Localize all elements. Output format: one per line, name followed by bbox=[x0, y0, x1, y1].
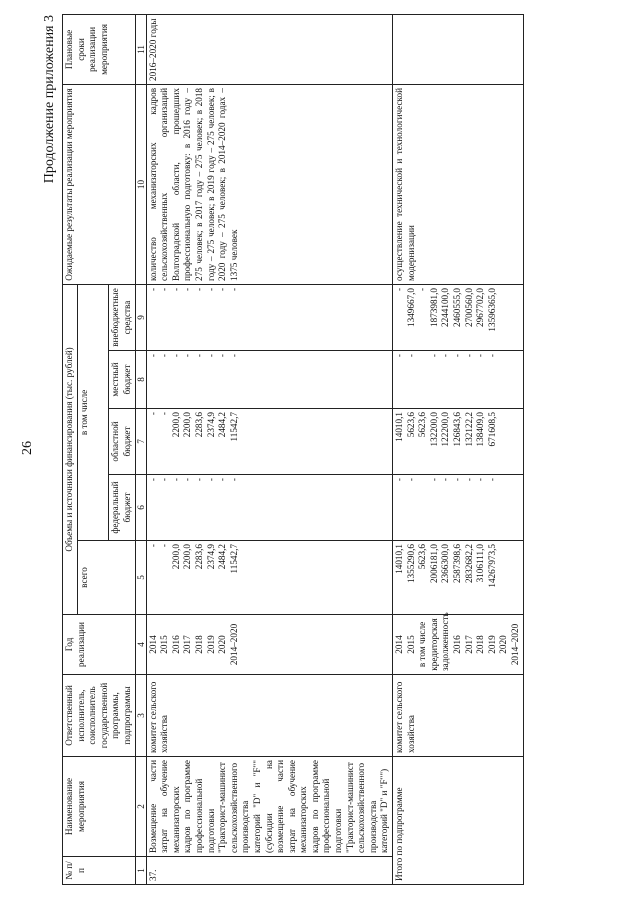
column-number: 4 bbox=[135, 615, 146, 675]
cell-line: - bbox=[217, 287, 228, 292]
cell-line: 2016 bbox=[452, 635, 462, 654]
cell-line: - bbox=[159, 478, 170, 482]
cell-line: 138409,0 bbox=[475, 412, 486, 447]
cell-line: 2244100,0 bbox=[440, 287, 451, 328]
total-term bbox=[393, 14, 524, 84]
cell-line: - bbox=[394, 478, 405, 482]
cell-line: 2020 bbox=[217, 635, 228, 654]
cell-line: 2700560,0 bbox=[463, 287, 474, 328]
cell-line: - bbox=[159, 412, 170, 416]
cell-line: - bbox=[475, 354, 486, 358]
cell-line: - bbox=[440, 354, 451, 358]
total-local bbox=[393, 351, 524, 409]
cell-line: 5623,6 bbox=[405, 412, 416, 438]
cell-line: - bbox=[182, 354, 193, 358]
cell-line: 122200,0 bbox=[440, 412, 451, 447]
cell-line: - bbox=[205, 354, 216, 358]
cell-line: - bbox=[147, 544, 158, 548]
cell-line: 2017 bbox=[463, 635, 474, 654]
cell-line: 2832682,2 bbox=[463, 544, 474, 584]
cell-line: - bbox=[147, 354, 158, 358]
column-number: 6 bbox=[135, 475, 146, 541]
cell-line: - bbox=[182, 287, 193, 292]
row37-name: Возмещение части затрат на обучение механизаторских кадров по программе профессиональной подготовки "Тракторист-машинист сельскохозяйственного производства категорий "D" и "F"" (субсидии на возмещение части затрат на обучение механизаторских кадров по программе профессиональной подготовки "Тракторист-машинист сельскохозяйственного производства категорий "D" и "F"") bbox=[146, 757, 392, 857]
cell-line: - bbox=[428, 354, 439, 358]
cell-line: - bbox=[205, 478, 216, 482]
row37-extra bbox=[146, 284, 392, 350]
cell-line bbox=[417, 354, 429, 405]
column-number: 9 bbox=[135, 284, 146, 350]
cell-line: 2016 bbox=[170, 635, 181, 654]
cell-line: - bbox=[417, 287, 428, 292]
cell-line: 2014–2020 bbox=[509, 623, 520, 666]
header-total: всего bbox=[77, 541, 135, 615]
row-total bbox=[393, 14, 524, 884]
cell-line: 2015 bbox=[405, 635, 416, 654]
cell-line: 2587398,6 bbox=[452, 544, 462, 584]
cell-line: - bbox=[405, 478, 416, 482]
cell-line: - bbox=[228, 478, 239, 482]
cell-line: 2018 bbox=[475, 635, 486, 654]
cell-line: 2014–2020 bbox=[228, 623, 239, 666]
column-number: 11 bbox=[135, 14, 146, 84]
header-federal: федеральный бюджет bbox=[109, 475, 135, 541]
cell-line: 2366300,0 bbox=[440, 544, 451, 584]
cell-line: - bbox=[170, 287, 181, 292]
cell-line: - bbox=[452, 354, 462, 358]
program-table bbox=[62, 14, 524, 885]
header-terms: Плановые сроки реализации мероприятия bbox=[63, 14, 136, 84]
header-executor: Ответственный исполнитель, соисполнитель государственной программы, подпрограммы bbox=[63, 675, 136, 757]
cell-line: 11542,7 bbox=[228, 412, 239, 442]
total-extra bbox=[393, 284, 524, 350]
column-number: 7 bbox=[135, 409, 146, 475]
header-results: Ожидаемые результаты реализации мероприятия bbox=[63, 84, 136, 284]
row37-regional bbox=[146, 409, 392, 475]
total-total bbox=[393, 541, 524, 615]
total-federal bbox=[393, 475, 524, 541]
cell-line: - bbox=[440, 478, 451, 482]
cell-line: 1355290,6 bbox=[405, 544, 416, 584]
row37-term: 2016–2020 годы bbox=[146, 14, 392, 84]
cell-line: - bbox=[147, 412, 158, 416]
cell-line: 2967702,0 bbox=[475, 287, 486, 328]
header-local: местный бюджет bbox=[109, 351, 135, 409]
cell-line: - bbox=[486, 354, 497, 358]
cell-line: 11542,7 bbox=[228, 544, 239, 574]
cell-line: 2015 bbox=[159, 635, 170, 654]
row37-total bbox=[146, 541, 392, 615]
rotated-sheet bbox=[40, 5, 630, 885]
cell-line: - bbox=[228, 354, 239, 358]
cell-line: - bbox=[217, 478, 228, 482]
cell-line: 132122,2 bbox=[463, 412, 474, 447]
column-number: 10 bbox=[135, 84, 146, 284]
cell-line: 2014 bbox=[394, 635, 405, 654]
row37-federal bbox=[146, 475, 392, 541]
cell-line bbox=[417, 478, 429, 537]
column-number: 1 bbox=[135, 857, 146, 885]
column-number: 2 bbox=[135, 757, 146, 857]
cell-line: - bbox=[170, 354, 181, 358]
total-regional bbox=[393, 409, 524, 475]
row37-local bbox=[146, 351, 392, 409]
cell-line: 14267973,5 bbox=[486, 544, 497, 588]
header-name: Наименование мероприятия bbox=[63, 757, 136, 857]
cell-line: - bbox=[405, 354, 416, 358]
cell-line: - bbox=[159, 544, 170, 548]
cell-line: в том числе кредиторская задолженность bbox=[417, 612, 451, 671]
total-name: Итого по подпрограмме bbox=[393, 757, 524, 885]
cell-line: 3106111,0 bbox=[475, 544, 486, 583]
cell-line: 13596365,0 bbox=[486, 287, 497, 332]
cell-line: - bbox=[228, 287, 239, 292]
cell-line: - bbox=[159, 354, 170, 358]
cell-line: 2200,0 bbox=[182, 544, 193, 570]
header-extra: внебюджетные средства bbox=[109, 284, 135, 350]
cell-line: - bbox=[486, 478, 497, 482]
cell-line: 2484,2 bbox=[217, 544, 228, 570]
cell-line: - bbox=[463, 354, 474, 358]
cell-line: 2283,6 bbox=[193, 544, 204, 570]
cell-line: 2200,0 bbox=[170, 412, 181, 438]
cell-line: - bbox=[394, 354, 405, 358]
cell-line: 2200,0 bbox=[182, 412, 193, 438]
total-executor: комитет сельского хозяйства bbox=[393, 675, 524, 757]
cell-line: - bbox=[170, 478, 181, 482]
cell-line: 2374,9 bbox=[205, 544, 216, 570]
cell-line: 1349667,0 bbox=[405, 287, 416, 328]
cell-line: 1873981,0 bbox=[428, 287, 439, 328]
total-years bbox=[393, 612, 524, 675]
cell-line: - bbox=[182, 478, 193, 482]
total-result: осуществление технической и технологической модернизации bbox=[393, 84, 524, 284]
cell-line: 2006181,0 bbox=[428, 544, 439, 584]
row37-years bbox=[146, 615, 392, 675]
cell-line: 2019 bbox=[205, 635, 216, 654]
header-year: Год реализации bbox=[63, 615, 136, 675]
continuation-caption: Продолжение приложения 3 bbox=[42, 15, 57, 184]
cell-line: 2020 bbox=[498, 635, 509, 654]
cell-line: 2019 bbox=[486, 635, 497, 654]
row-37 bbox=[146, 14, 392, 884]
column-number: 3 bbox=[135, 675, 146, 757]
header-row-1 bbox=[63, 14, 78, 884]
cell-line: 2484,2 bbox=[217, 412, 228, 438]
cell-line: 671608,5 bbox=[486, 412, 497, 447]
header-incl: в том числе bbox=[77, 284, 109, 540]
row37-num: 37. bbox=[146, 857, 392, 885]
column-number: 8 bbox=[135, 351, 146, 409]
cell-line: - bbox=[147, 478, 158, 482]
cell-line: 2460555,0 bbox=[452, 287, 462, 328]
cell-line: 132200,0 bbox=[428, 412, 439, 447]
column-number-row bbox=[135, 14, 146, 884]
cell-line: 126843,6 bbox=[452, 412, 462, 447]
cell-line: - bbox=[452, 478, 462, 482]
cell-line: - bbox=[394, 287, 405, 292]
cell-line: 2283,6 bbox=[193, 412, 204, 438]
cell-line: 14010,1 bbox=[394, 412, 405, 442]
cell-line: - bbox=[463, 478, 474, 482]
cell-line: 2014 bbox=[147, 635, 158, 654]
cell-line: - bbox=[147, 287, 158, 292]
header-num: № п/п bbox=[63, 857, 136, 885]
cell-line: - bbox=[193, 354, 204, 358]
cell-line: 2018 bbox=[193, 635, 204, 654]
cell-line: - bbox=[193, 478, 204, 482]
header-financing: Объемы и источники финансирования (тыс. рублей) bbox=[63, 284, 78, 614]
cell-line: 2374,9 bbox=[205, 412, 216, 438]
cell-line: - bbox=[217, 354, 228, 358]
row37-executor: комитет сельского хозяйства bbox=[146, 675, 392, 757]
column-number: 5 bbox=[135, 541, 146, 615]
cell-line: 14010,1 bbox=[394, 544, 405, 574]
cell-line: 2200,0 bbox=[170, 544, 181, 570]
cell-line: - bbox=[193, 287, 204, 292]
header-regional: областной бюджет bbox=[109, 409, 135, 475]
cell-line: - bbox=[205, 287, 216, 292]
cell-line: 5623,6 bbox=[417, 544, 428, 570]
cell-line: - bbox=[159, 287, 170, 292]
row37-result: количество механизаторских кадров сельскохозяйственных организаций Волгоградской области, прошедших профессиональную подготовку: в 2016 году – 275 человек; в 2017 году – 275 человек; в 2018 году – 275 человек; в 2019 году – 275 человек; в 2020 году – 275 человек; в 2014–2020 годах – 1375 человек bbox=[146, 84, 392, 284]
cell-line: 5623,6 bbox=[417, 412, 428, 438]
page-number: 26 bbox=[20, 441, 35, 455]
cell-line: 2017 bbox=[182, 635, 193, 654]
cell-line: - bbox=[428, 478, 439, 482]
cell-line: - bbox=[475, 478, 486, 482]
